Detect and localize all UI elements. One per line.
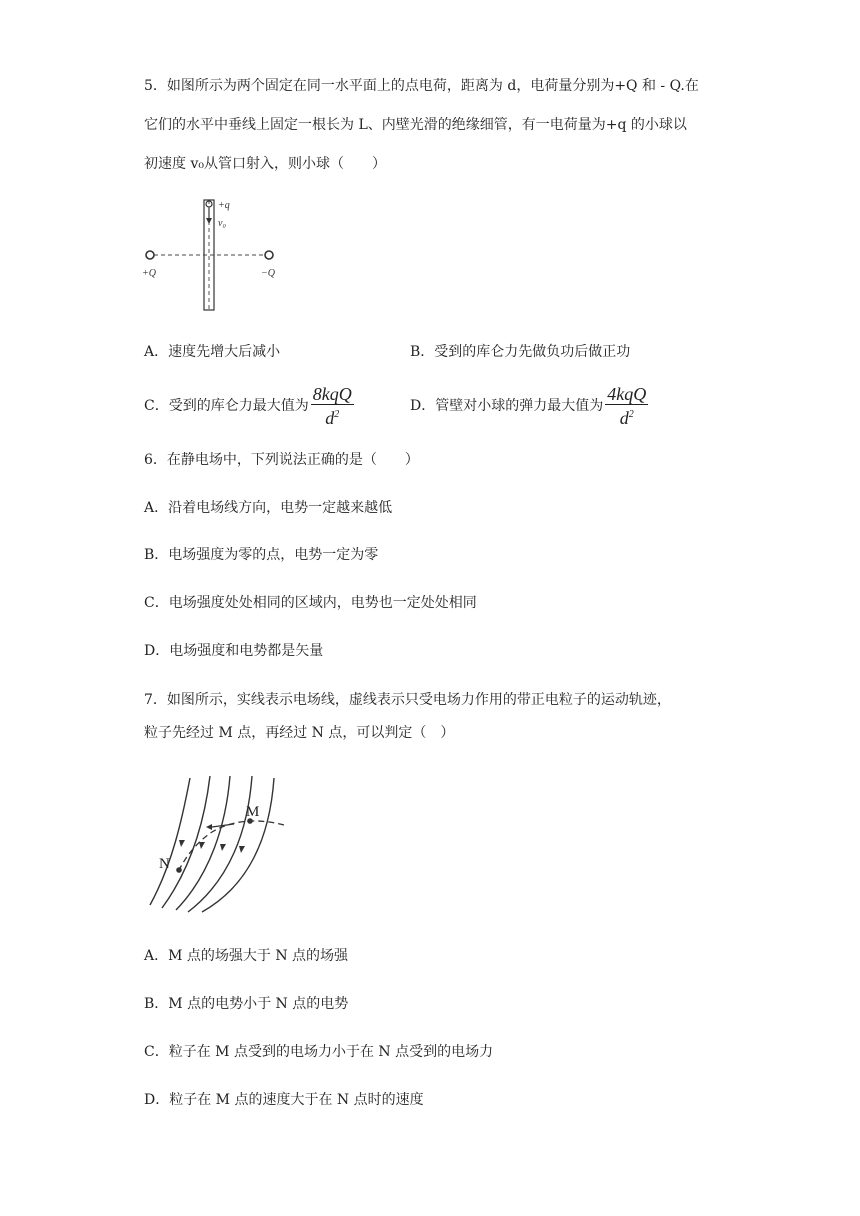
q6-option-c: C．电场强度处处相同的区域内，电势也一定处处相同 xyxy=(144,595,477,611)
fraction-numerator: 4kqQ xyxy=(607,384,647,404)
q5-option-d xyxy=(410,384,648,428)
field-arrow-3 xyxy=(220,844,226,851)
field-arrow-1 xyxy=(179,840,185,847)
q7-option-d: D．粒子在 M 点的速度大于在 N 点时的速度 xyxy=(144,1092,424,1108)
q7-stem-line-1: 7．如图所示，实线表示电场线，虚线表示只受电场力作用的带正电粒子的运动轨迹， xyxy=(144,692,671,708)
fraction-denominator: $d^2$ xyxy=(619,408,634,428)
label-plus-q: +q xyxy=(218,200,230,211)
label-m: M xyxy=(246,804,260,820)
q7-stem-line-2: 粒子先经过 M 点，再经过 N 点，可以判定（ ） xyxy=(144,725,455,741)
negative-charge xyxy=(265,251,273,259)
q5-stem-line-2: 它们的水平中垂线上固定一根长为 L、内壁光滑的绝缘细管，有一电荷量为+q 的小球以 xyxy=(144,117,687,133)
label-v0: v₀ xyxy=(218,218,226,229)
q5-option-b: B．受到的库仑力先做负功后做正功 xyxy=(410,344,631,360)
q5-option-c xyxy=(144,384,354,428)
q7-figure-field-lines xyxy=(142,770,292,915)
q6-stem: 6．在静电场中，下列说法正确的是（ ） xyxy=(144,452,419,468)
label-minus-Q: −Q xyxy=(261,268,275,279)
positive-charge xyxy=(146,251,154,259)
q7-option-c: C．粒子在 M 点受到的电场力小于在 N 点受到的电场力 xyxy=(144,1044,494,1060)
velocity-arrowhead xyxy=(206,218,212,224)
q7-option-b: B．M 点的电势小于 N 点的电势 xyxy=(144,996,349,1012)
q5-option-c-text: C．受到的库仑力最大值为 xyxy=(144,398,309,414)
q7-option-a: A．M 点的场强大于 N 点的场强 xyxy=(144,948,349,964)
q5-figure-charges-tube xyxy=(140,192,300,317)
fraction-denominator: $d^2$ xyxy=(325,408,340,428)
q5-option-c-fraction xyxy=(311,384,354,428)
q6-option-b: B．电场强度为零的点，电势一定为零 xyxy=(144,547,379,563)
field-arrow-4 xyxy=(239,846,245,853)
point-n xyxy=(176,867,182,873)
q6-option-d: D．电场强度和电势都是矢量 xyxy=(144,643,324,659)
q6-option-a: A．沿着电场线方向，电势一定越来越低 xyxy=(144,500,393,516)
q5-stem-line-1: 5．如图所示为两个固定在同一水平面上的点电荷，距离为 d，电荷量分别为+Q 和 - Q.在 xyxy=(144,78,699,94)
q5-option-a: A．速度先增大后减小 xyxy=(144,344,281,360)
q5-option-d-fraction xyxy=(605,384,648,428)
fraction-numerator: 8kqQ xyxy=(312,384,352,404)
label-n: N xyxy=(159,856,170,872)
label-plus-Q: +Q xyxy=(142,268,156,279)
q5-option-d-text: D．管壁对小球的弹力最大值为 xyxy=(410,398,604,414)
force-arrowhead xyxy=(206,824,212,830)
q5-stem-line-3: 初速度 v₀从管口射入，则小球（ ） xyxy=(144,156,386,172)
field-arrow-2 xyxy=(199,842,205,849)
